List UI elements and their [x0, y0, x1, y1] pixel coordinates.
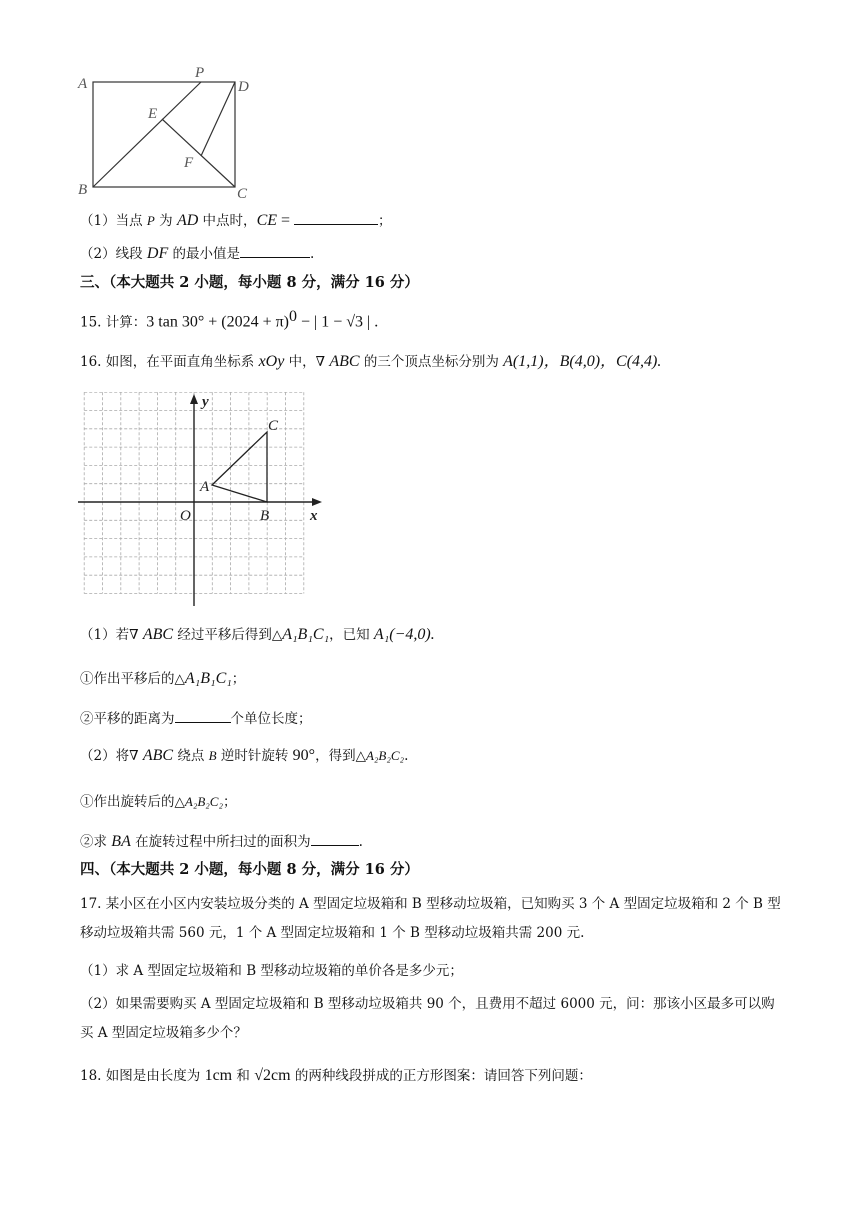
vertex-C-label: C	[268, 418, 279, 434]
q17-stem: 17. 某小区在小区内安装垃圾分类的 A 型固定垃圾箱和 B 型移动垃圾箱，已知购买 3 个 A 型固定垃圾箱和 2 个 B 型移动垃圾箱共需 560 元，1 个 A 型固定垃圾箱和 1 个 B 型移动垃圾箱共需 200 元.	[80, 896, 781, 941]
q16-step1: ①作出平移后的△A₁B₁C₁；	[80, 670, 246, 687]
label-F: F	[184, 155, 194, 171]
q16-step3: ①作出旋转后的△A₂B₂C₂；	[80, 794, 237, 810]
q16-part2: （2）将∇ ABC 绕点 B 逆时针旋转 90°，得到△A₂B₂C₂.	[80, 747, 409, 764]
q16-step4: ②求 BA 在旋转过程中所扫过的面积为 .	[80, 833, 363, 850]
origin-label: O	[180, 508, 191, 524]
section-4-heading: 四、（本大题共 2 小题，每小题 8 分，满分 16 分）	[80, 861, 419, 878]
answer-blank	[294, 210, 378, 225]
q16-part1: （1）若∇ ABC 经过平移后得到△A₁B₁C₁，已知 A₁(−4,0).	[80, 626, 435, 643]
label-C: C	[237, 186, 248, 202]
q16-intro: 16. 如图，在平面直角坐标系 xOy 中，∇ ABC 的三个顶点坐标分别为 A(1,1)，B(4,0)，C(4,4).	[80, 353, 662, 370]
vertex-B-label: B	[260, 508, 270, 524]
q14-part1: （1）当点 P 为 AD 中点时，CE = ；	[80, 212, 392, 229]
label-E: E	[148, 106, 158, 122]
q17-part1: （1）求 A 型固定垃圾箱和 B 型移动垃圾箱的单价各是多少元；	[80, 963, 463, 979]
axis-y-label: y	[202, 394, 209, 410]
q16-step2: ②平移的距离为 个单位长度；	[80, 708, 312, 729]
label-D: D	[238, 79, 249, 95]
rectangle-figure	[74, 62, 264, 202]
axis-x-label: x	[310, 508, 318, 524]
q18-stem: 18. 如图是由长度为 1cm 和 √2cm 的两种线段拼成的正方形图案：请回答下列问题：	[80, 1067, 592, 1084]
section-3-heading: 三、（本大题共 2 小题，每小题 8 分，满分 16 分）	[80, 274, 419, 291]
q14-part2: （2）线段 DF 的最小值是 .	[80, 245, 315, 262]
coordinate-grid-figure	[76, 392, 326, 608]
label-A: A	[78, 76, 88, 92]
q17-part2: （2）如果需要购买 A 型固定垃圾箱和 B 型移动垃圾箱共 90 个，且费用不超过 6000 元，问：那该小区最多可以购买 A 型固定垃圾箱多少个？	[80, 996, 775, 1041]
label-P: P	[195, 65, 205, 81]
q15: 15. 计算：3 $\tan 30^\circ + (2024 + \pi)^0$ − | 1 − √3 | .	[80, 308, 379, 331]
answer-blank	[175, 708, 231, 723]
answer-blank	[311, 831, 359, 846]
label-B: B	[78, 182, 88, 198]
vertex-A-label: A	[200, 479, 210, 495]
answer-blank	[240, 243, 310, 258]
